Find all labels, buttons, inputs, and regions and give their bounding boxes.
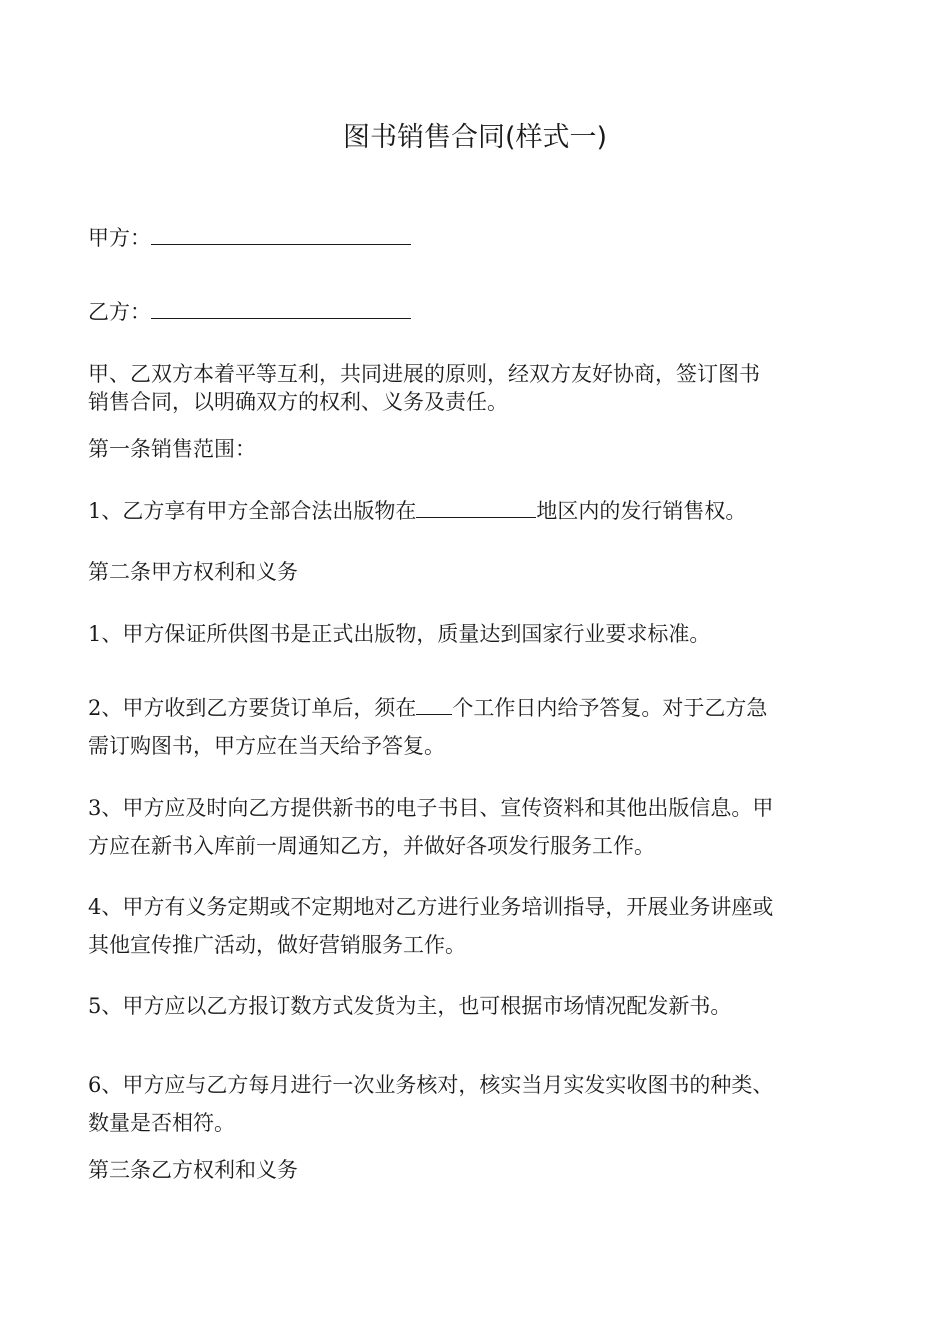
intro-paragraph <box>88 360 868 416</box>
article2-item3 <box>88 789 868 865</box>
party-a-blank <box>151 222 411 245</box>
article2-item2 <box>88 689 868 765</box>
article2-item1: 1、甲方保证所供图书是正式出版物，质量达到国家行业要求标准。 <box>88 622 711 646</box>
article1-item1-text-after: 地区内的发行销售权。 <box>536 499 747 523</box>
intro-line-1: 甲、乙双方本着平等互利，共同进展的原则，经双方友好协商，签订图书 <box>88 362 760 386</box>
party-a-line <box>88 222 868 252</box>
article2-item6-line2: 数量是否相符。 <box>88 1111 235 1135</box>
article2-item2-text-before: 2、甲方收到乙方要货订单后，须在 <box>88 696 417 720</box>
article2-item5: 5、甲方应以乙方报订数方式发货为主，也可根据市场情况配发新书。 <box>88 994 732 1018</box>
party-b-blank <box>151 296 411 319</box>
article2-heading: 第二条甲方权利和义务 <box>88 560 298 584</box>
article1-item1 <box>88 495 868 525</box>
article2-item3-line1: 3、甲方应及时向乙方提供新书的电子书目、宣传资料和其他出版信息。甲 <box>88 796 774 820</box>
article2-item4-line1: 4、甲方有义务定期或不定期地对乙方进行业务培训指导，开展业务讲座或 <box>88 895 774 919</box>
article2-item3-line2: 方应在新书入库前一周通知乙方，并做好各项发行服务工作。 <box>88 834 655 858</box>
article1-item1-text-before: 1、乙方享有甲方全部合法出版物在 <box>88 499 417 523</box>
days-blank <box>416 692 452 715</box>
party-b-line <box>88 296 868 326</box>
article2-item4-line2: 其他宣传推广活动，做好营销服务工作。 <box>88 933 466 957</box>
article2-item4 <box>88 888 868 964</box>
party-a-label: 甲方： <box>88 226 151 250</box>
party-b-label: 乙方： <box>88 300 151 324</box>
article2-item2-text-after: 个工作日内给予答复。对于乙方急 <box>452 696 768 720</box>
article2-item6 <box>88 1066 868 1142</box>
article1-heading: 第一条销售范围： <box>88 437 256 461</box>
article3-heading: 第三条乙方权利和义务 <box>88 1158 298 1182</box>
article2-item6-line1: 6、甲方应与乙方每月进行一次业务核对，核实当月实发实收图书的种类、 <box>88 1073 774 1097</box>
intro-line-2: 销售合同，以明确双方的权利、义务及责任。 <box>88 390 508 414</box>
region-blank <box>416 495 536 518</box>
page-title: 图书销售合同(样式一) <box>342 122 608 153</box>
article2-item2-line2: 需订购图书，甲方应在当天给予答复。 <box>88 734 445 758</box>
